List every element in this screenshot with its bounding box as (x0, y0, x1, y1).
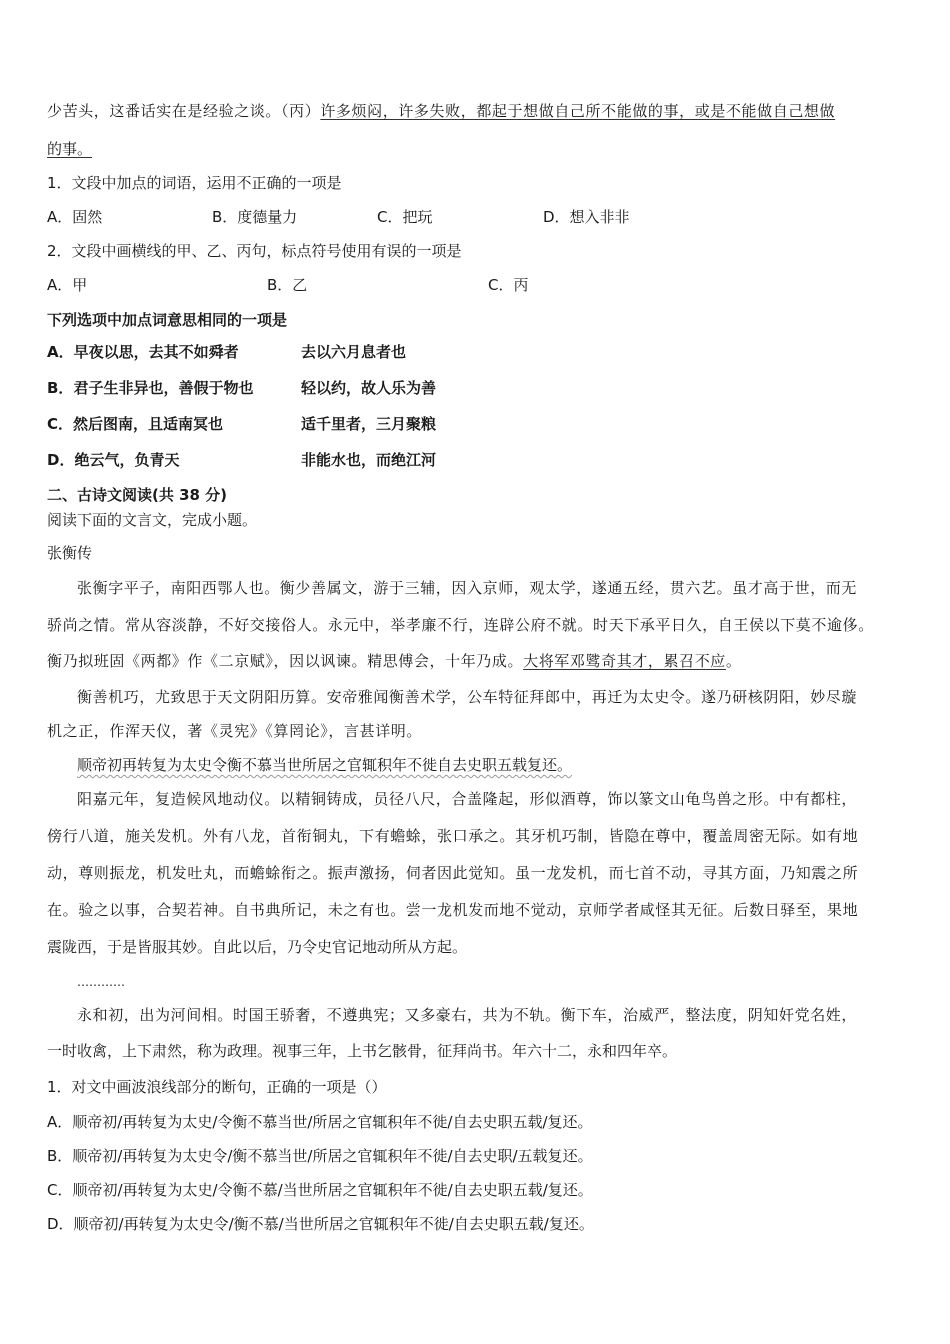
passage-tail-line-2 (47, 139, 92, 159)
paragraph-text: 。 (725, 652, 742, 670)
option-a[interactable]: A．固然 (47, 208, 103, 226)
underlined-sentence-bing-end: 的事。 (47, 140, 93, 158)
ellipsis: ………… (77, 975, 125, 989)
meaning-option-b[interactable] (47, 378, 547, 398)
paragraph-4-line-1: 阳嘉元年，复造候风地动仪。以精铜铸成，员径八尺，合盖隆起，形似酒尊，饰以篆文山龟鸟兽之形。中有都柱， (77, 790, 858, 808)
question-1-options (47, 207, 907, 227)
question-2-stem: 2．文段中画横线的甲、乙、丙句，标点符号使用有误的一项是 (47, 242, 462, 260)
option-b[interactable]: B．乙 (267, 276, 308, 294)
paragraph-1-line-2: 骄尚之情。常从容淡静，不好交接俗人。永元中，举孝廉不行，连辟公府不就。时天下承平日久，自王侯以下莫不逾侈。 (47, 616, 874, 634)
underlined-sentence-bing: 许多烦闷，许多失败，都起于想做自己所不能做的事，或是不能做自己想做 (320, 102, 836, 120)
passage-tail-line-1 (47, 101, 835, 121)
wavy-underlined-sentence: 顺帝初再转复为太史令衡不慕当世所居之官辄积年不徙自去史职五载复还。 (77, 756, 573, 774)
question-1-stem: 1．文段中加点的词语，运用不正确的一项是 (47, 174, 342, 192)
passage-title: 张衡传 (47, 544, 93, 562)
option-letter: D． (47, 451, 75, 469)
meaning-option-c[interactable] (47, 414, 547, 434)
section-instruction: 阅读下面的文言文，完成小题。 (47, 511, 258, 529)
option-c[interactable]: C．把玩 (377, 208, 433, 226)
punctuation-question-stem: 1．对文中画波浪线部分的断句，正确的一项是（） (47, 1078, 387, 1096)
question-2-options (47, 275, 907, 295)
paragraph-5-line-2: 一时收禽，上下肃然，称为政理。视事三年，上书乞骸骨，征拜尚书。年六十二，永和四年卒。 (47, 1042, 678, 1060)
punctuation-option-b[interactable]: B．顺帝初/再转复为太史令/衡不慕当世/所居之官辄积年不徙/自去史职/五载复还。 (47, 1147, 593, 1165)
meaning-option-a[interactable] (47, 342, 547, 362)
paragraph-5-line-1: 永和初，出为河间相。时国王骄奢，不遵典宪；又多豪右，共为不轨。衡下车，治威严，整法度，阴知奸党名姓， (77, 1006, 858, 1024)
option-letter: C． (47, 415, 74, 433)
option-left-phrase: 早夜以思，去其不如舜者 (73, 343, 239, 361)
option-d[interactable]: D．想入非非 (543, 208, 630, 226)
punctuation-option-d[interactable]: D．顺帝初/再转复为太史令/衡不慕/当世所居之官辄积年不徙/自去史职五载/复还。 (47, 1215, 594, 1233)
paragraph-2-line-1: 衡善机巧，尤致思于天文阴阳历算。安帝雅闻衡善术学，公车特征拜郎中，再迁为太史令。遂乃研核阴阳，妙尽璇 (77, 688, 858, 706)
option-left-phrase: 君子生非异也，善假于物也 (73, 379, 254, 397)
paragraph-4-line-2: 傍行八道，施关发机。外有八龙，首衔铜丸，下有蟾蜍，张口承之。其牙机巧制，皆隐在尊中，覆盖周密无际。如有地 (47, 827, 859, 845)
option-letter: B． (47, 379, 74, 397)
paragraph-1-line-1: 张衡字平子，南阳西鄂人也。衡少善属文，游于三辅，因入京师，观太学，遂通五经，贯六艺。虽才高于世，而无 (77, 579, 858, 597)
option-right-phrase: 去以六月息者也 (301, 343, 407, 361)
punctuation-option-c[interactable]: C．顺帝初/再转复为太史/令衡不慕/当世所居之官辄积年不徙/自去史职五载/复还。 (47, 1181, 593, 1199)
option-a[interactable]: A．甲 (47, 276, 88, 294)
option-right-phrase: 适千里者，三月聚粮 (301, 415, 437, 433)
meaning-option-d[interactable] (47, 450, 547, 470)
option-c[interactable]: C．丙 (488, 276, 529, 294)
option-left-phrase: 绝云气，负青天 (74, 451, 180, 469)
meaning-question-stem: 下列选项中加点词意思相同的一项是 (47, 311, 288, 329)
paragraph-1-line-3 (47, 651, 742, 671)
option-b[interactable]: B．度德量力 (212, 208, 298, 226)
option-right-phrase: 轻以约，故人乐为善 (301, 379, 437, 397)
option-left-phrase: 然后图南，且适南冥也 (73, 415, 224, 433)
paragraph-4-line-5: 震陇西，于是皆服其妙。自此以后，乃令史官记地动所从方起。 (47, 938, 468, 956)
paragraph-4-line-3: 动，尊则振龙，机发吐丸，而蟾蜍衔之。振声激扬，伺者因此觉知。虽一龙发机，而七首不动，寻其方面，乃知震之所 (47, 864, 859, 882)
section-heading: 二、古诗文阅读(共 38 分) (47, 486, 228, 504)
option-letter: A． (47, 343, 74, 361)
paragraph-2-line-2: 机之正，作浑天仪，著《灵宪》《算罔论》，言甚详明。 (47, 722, 423, 740)
paragraph-3-wavy (77, 755, 572, 775)
paragraph-4-line-4: 在。验之以事，合契若神。自书典所记，未之有也。尝一龙机发而地不觉动，京师学者咸怪其无征。后数日驿至，果地 (47, 901, 859, 919)
underlined-sentence: 大将军邓骘奇其才，累召不应 (523, 652, 726, 670)
punctuation-option-a[interactable]: A．顺帝初/再转复为太史/令衡不慕当世/所居之官辄积年不徙/自去史职五载/复还。 (47, 1113, 593, 1131)
option-right-phrase: 非能水也，而绝江河 (301, 451, 437, 469)
paragraph-text: 衡乃拟班固《两都》作《二京赋》，因以讽谏。精思傅会，十年乃成。 (47, 652, 524, 670)
passage-text: 少苦头，这番话实在是经验之谈。（丙） (47, 102, 321, 120)
